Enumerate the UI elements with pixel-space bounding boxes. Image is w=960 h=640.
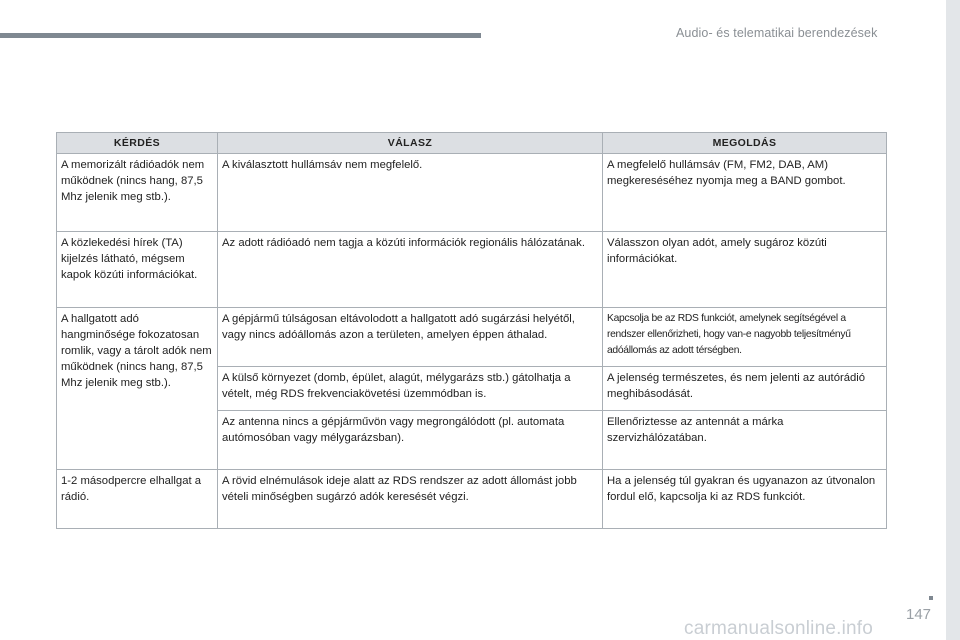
solution-cell: A jelenség természetes, és nem jelenti az autórádió meghibásodását. (603, 367, 887, 411)
header-bar (0, 33, 481, 38)
solution-cell: Ellenőriztesse az antennát a márka szervizhálózatában. (603, 411, 887, 470)
side-strip (946, 0, 960, 640)
question-cell: A memorizált rádióadók nem működnek (nincs hang, 87,5 Mhz jelenik meg stb.). (57, 154, 218, 232)
column-header-solution: MEGOLDÁS (603, 133, 887, 154)
answer-cell: Az adott rádióadó nem tagja a közúti információk regionális hálózatának. (218, 232, 603, 308)
solution-cell: Válasszon olyan adót, amely sugároz közúti információkat. (603, 232, 887, 308)
page-number: 147 (906, 606, 932, 623)
answer-cell: A gépjármű túlságosan eltávolodott a hallgatott adó sugárzási helyétől, vagy nincs adóállomás azon a területen, amelyen éppen áthalad. (218, 308, 603, 367)
answer-cell: A kiválasztott hullámsáv nem megfelelő. (218, 154, 603, 232)
watermark: carmanualsonline.info (684, 618, 874, 639)
answer-cell: A rövid elnémulások ideje alatt az RDS rendszer az adott állomást jobb vételi minőségben sugárzó adók keresését végzi. (218, 470, 603, 529)
table-row (57, 154, 887, 232)
question-cell: 1-2 másodpercre elhallgat a rádió. (57, 470, 218, 529)
question-cell: A hallgatott adó hangminősége fokozatosan romlik, vagy a tárolt adók nem működnek (nincs hang, 87,5 Mhz jelenik meg stb.). (57, 308, 218, 470)
column-header-question: KÉRDÉS (57, 133, 218, 154)
question-cell: A közlekedési hírek (TA) kijelzés látható, mégsem kapok közúti információkat. (57, 232, 218, 308)
table-row (57, 232, 887, 308)
column-header-answer: VÁLASZ (218, 133, 603, 154)
table-row (57, 470, 887, 529)
answer-cell: A külső környezet (domb, épület, alagút, mélygarázs stb.) gátolhatja a vételt, még RDS frekvenciakövetési üzemmódban is. (218, 367, 603, 411)
solution-cell: Kapcsolja be az RDS funkciót, amelynek segítségével a rendszer ellenőrizheti, hogy van-e nagyobb teljesítményű adóállomás az adott térségben. (603, 308, 887, 367)
answer-cell: Az antenna nincs a gépjárművön vagy megrongálódott (pl. automata autómosóban vagy mélygarázsban). (218, 411, 603, 470)
troubleshooting-table (56, 132, 887, 529)
table-row (57, 308, 887, 367)
section-title: Audio- és telematikai berendezések (676, 26, 878, 40)
table-header-row (57, 133, 887, 154)
solution-cell: Ha a jelenség túl gyakran és ugyanazon az útvonalon fordul elő, kapcsolja ki az RDS funkciót. (603, 470, 887, 529)
solution-cell: A megfelelő hullámsáv (FM, FM2, DAB, AM) megkereséséhez nyomja meg a BAND gombot. (603, 154, 887, 232)
page-marker (929, 596, 933, 600)
